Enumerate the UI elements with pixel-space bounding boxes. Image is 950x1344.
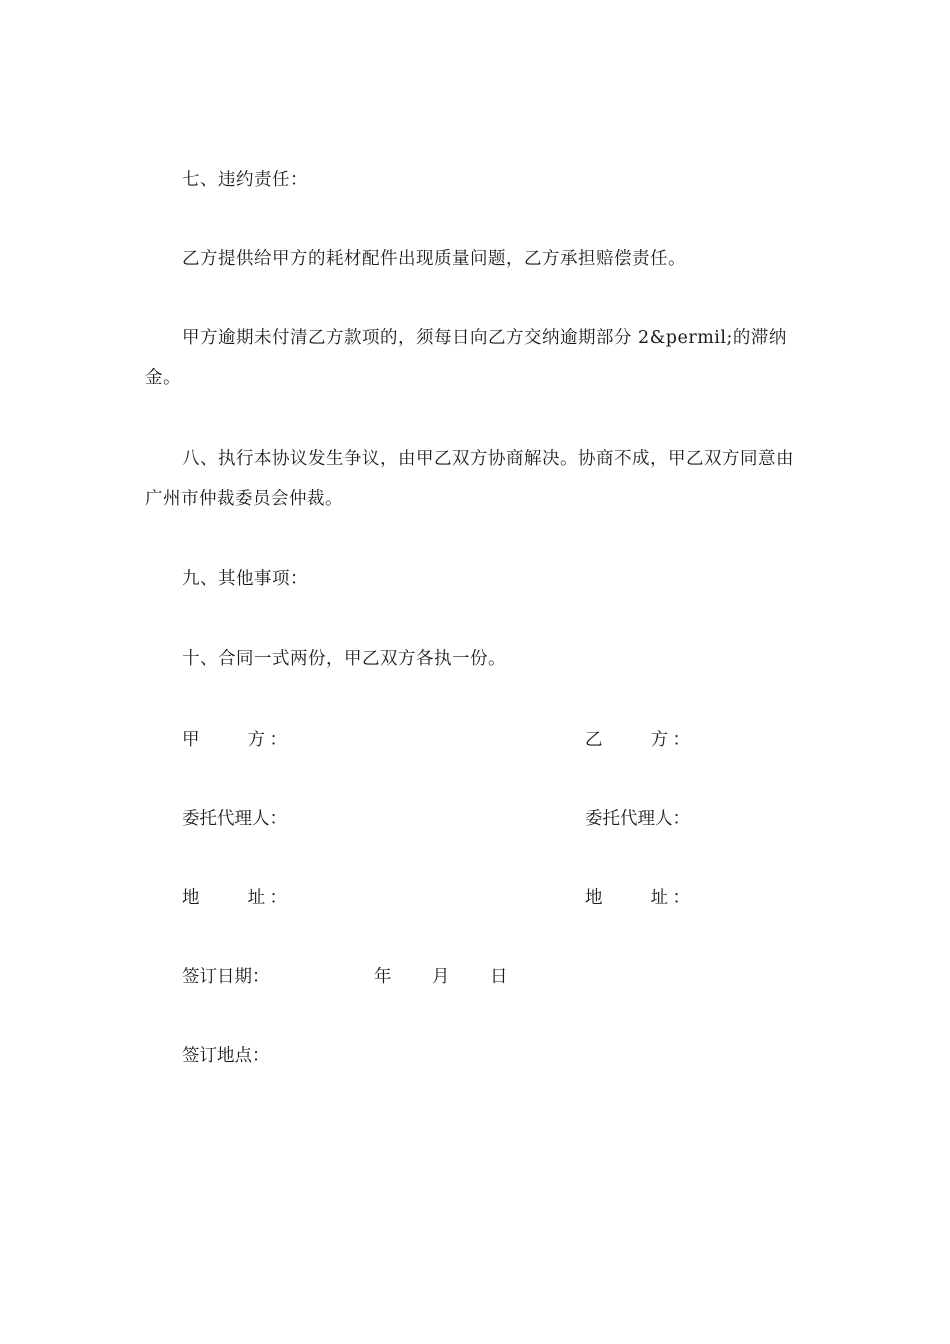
party-a-label: 甲 方： (182, 730, 287, 750)
clause-10-copies: 十、合同一式两份，甲乙双方各执一份。 (182, 649, 506, 669)
agent-b-label: 委托代理人： (585, 809, 690, 829)
agent-a-label: 委托代理人： (182, 809, 287, 829)
clause-8-dispute: 八、执行本协议发生争议，由甲乙双方协商解决。协商不成，甲乙双方同意由广州市仲裁委员会仲裁。 (145, 449, 794, 509)
signing-date-month: 月 (432, 967, 450, 987)
clause-9-other: 九、其他事项： (182, 569, 308, 589)
clause-7-heading: 七、违约责任： (182, 170, 308, 190)
signing-date-year: 年 (374, 967, 392, 987)
clause-7-late-payment: 甲方逾期未付清乙方款项的，须每日向乙方交纳逾期部分 2&permil;的滞纳金。 (145, 328, 787, 388)
address-b-label: 地 址： (585, 888, 690, 908)
clause-7-quality-liability: 乙方提供给甲方的耗材配件出现质量问题，乙方承担赔偿责任。 (182, 249, 686, 269)
address-a-label: 地 址： (182, 888, 287, 908)
signing-date-day: 日 (490, 967, 508, 987)
signing-date-label: 签订日期： (182, 967, 270, 987)
party-b-label: 乙 方： (585, 730, 690, 750)
signing-place-label: 签订地点： (182, 1046, 270, 1066)
